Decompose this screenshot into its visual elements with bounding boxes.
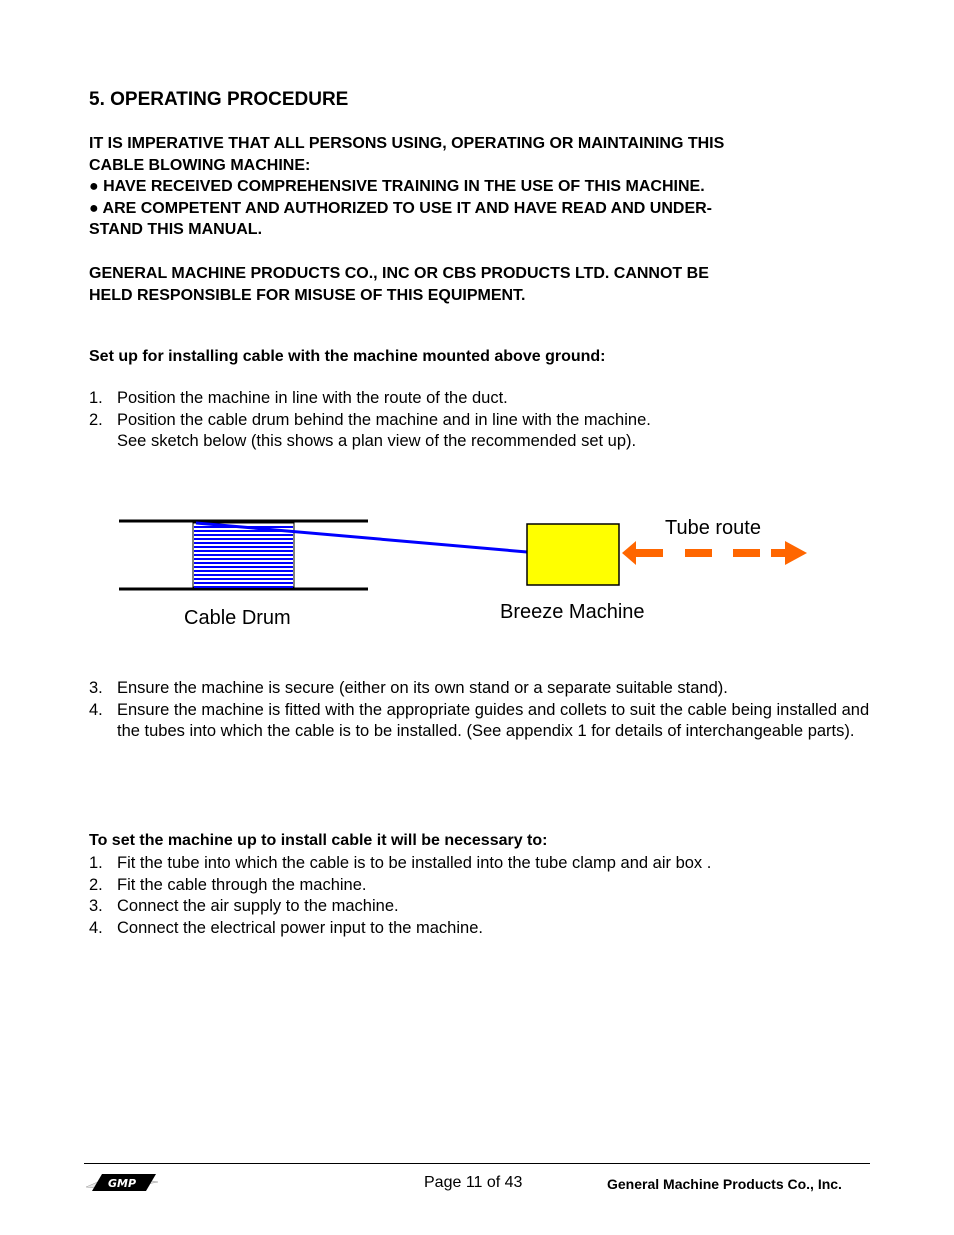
drum-stripe — [194, 586, 293, 588]
step-number: 4. — [89, 700, 103, 719]
step-text: Position the machine in line with the route of the duct. — [117, 389, 508, 407]
drum-stripe — [194, 574, 293, 576]
svg-text:GMP: GMP — [108, 1177, 137, 1190]
drum-stripe — [194, 546, 293, 548]
list-item — [89, 700, 879, 743]
disclaimer-line: HELD RESPONSIBLE FOR MISUSE OF THIS EQUIPMENT. — [89, 286, 526, 304]
arrow-left-head — [622, 541, 636, 565]
breeze-machine-label: Breeze Machine — [500, 601, 645, 623]
tube-route-arrow — [622, 541, 807, 565]
install-steps-list — [89, 853, 879, 939]
list-item — [89, 410, 879, 432]
list-item — [89, 853, 879, 875]
drum-stripe — [194, 570, 293, 572]
drum-stripe — [194, 542, 293, 544]
warning-line: STAND THIS MANUAL. — [89, 221, 263, 238]
list-item — [89, 918, 879, 940]
step-text: Connect the air supply to the machine. — [117, 897, 399, 915]
drum-stripe — [194, 566, 293, 568]
drum-stripe — [194, 578, 293, 580]
disclaimer — [89, 263, 849, 306]
disclaimer-line: GENERAL MACHINE PRODUCTS CO., INC OR CBS PRODUCTS LTD. CANNOT BE — [89, 265, 709, 282]
step-continuation: See sketch below (this shows a plan view of the recommended set up). — [117, 432, 637, 450]
step-number: 3. — [89, 679, 103, 697]
cable-drum-label: Cable Drum — [184, 607, 291, 629]
safety-warning — [89, 133, 849, 241]
footer-divider — [84, 1163, 870, 1164]
step-text: Fit the cable through the machine. — [117, 875, 367, 894]
company-name: General Machine Products Co., Inc. — [607, 1176, 842, 1192]
tube-route-label: Tube route — [665, 517, 761, 539]
arrow-dash — [733, 549, 760, 557]
breeze-machine-box — [527, 524, 619, 585]
drum-stripe — [194, 562, 293, 564]
arrow-dash — [771, 549, 785, 557]
step-text: Ensure the machine is secure (either on its own stand or a separate suitable stand). — [117, 679, 728, 697]
arrow-right-head — [785, 541, 807, 565]
setup-plan-diagram — [0, 500, 954, 650]
step-text: Fit the tube into which the cable is to be installed into the tube clamp and air box . — [117, 854, 712, 872]
step-text: Ensure the machine is fitted with the appropriate guides and collets to suit the cable being installed and the tubes into which the cable is to be installed. (See appendix 1 for details of interchangeable parts). — [117, 700, 870, 740]
list-item — [89, 388, 879, 410]
install-heading: To set the machine up to install cable it will be necessary to: — [89, 832, 548, 849]
arrow-dash — [636, 549, 663, 557]
warning-line: ● HAVE RECEIVED COMPREHENSIVE TRAINING IN THE USE OF THIS MACHINE. — [89, 178, 705, 195]
warning-line: CABLE BLOWING MACHINE: — [89, 156, 311, 174]
step-text: Connect the electrical power input to the machine. — [117, 918, 483, 937]
arrow-dash — [685, 549, 712, 557]
drum-stripe — [194, 554, 293, 556]
gmp-logo-icon — [86, 1170, 162, 1196]
step-text: Position the cable drum behind the machine and in line with the machine. — [117, 410, 651, 429]
drum-stripe — [194, 550, 293, 552]
step-number: 3. — [89, 897, 103, 915]
cable-drum — [119, 521, 368, 589]
setup-heading: Set up for installing cable with the machine mounted above ground: — [89, 348, 606, 365]
list-item — [89, 678, 879, 700]
drum-stripe — [194, 582, 293, 584]
step-number: 4. — [89, 918, 103, 937]
drum-stripe — [194, 534, 293, 536]
warning-line: ● ARE COMPETENT AND AUTHORIZED TO USE IT AND HAVE READ AND UNDER- — [89, 199, 713, 217]
section-heading: 5. OPERATING PROCEDURE — [89, 89, 349, 110]
step-number: 1. — [89, 854, 103, 872]
setup-steps-list — [89, 388, 879, 453]
page-number: Page 11 of 43 — [424, 1174, 523, 1191]
list-item — [89, 875, 879, 897]
drum-stripe — [194, 558, 293, 560]
warning-line: IT IS IMPERATIVE THAT ALL PERSONS USING, OPERATING OR MAINTAINING THIS — [89, 135, 725, 152]
step-number: 2. — [89, 410, 103, 429]
step-number: 1. — [89, 389, 103, 407]
drum-stripe — [194, 538, 293, 540]
list-item — [89, 896, 879, 918]
setup-steps-list-continued — [89, 678, 879, 743]
step-number: 2. — [89, 875, 103, 894]
